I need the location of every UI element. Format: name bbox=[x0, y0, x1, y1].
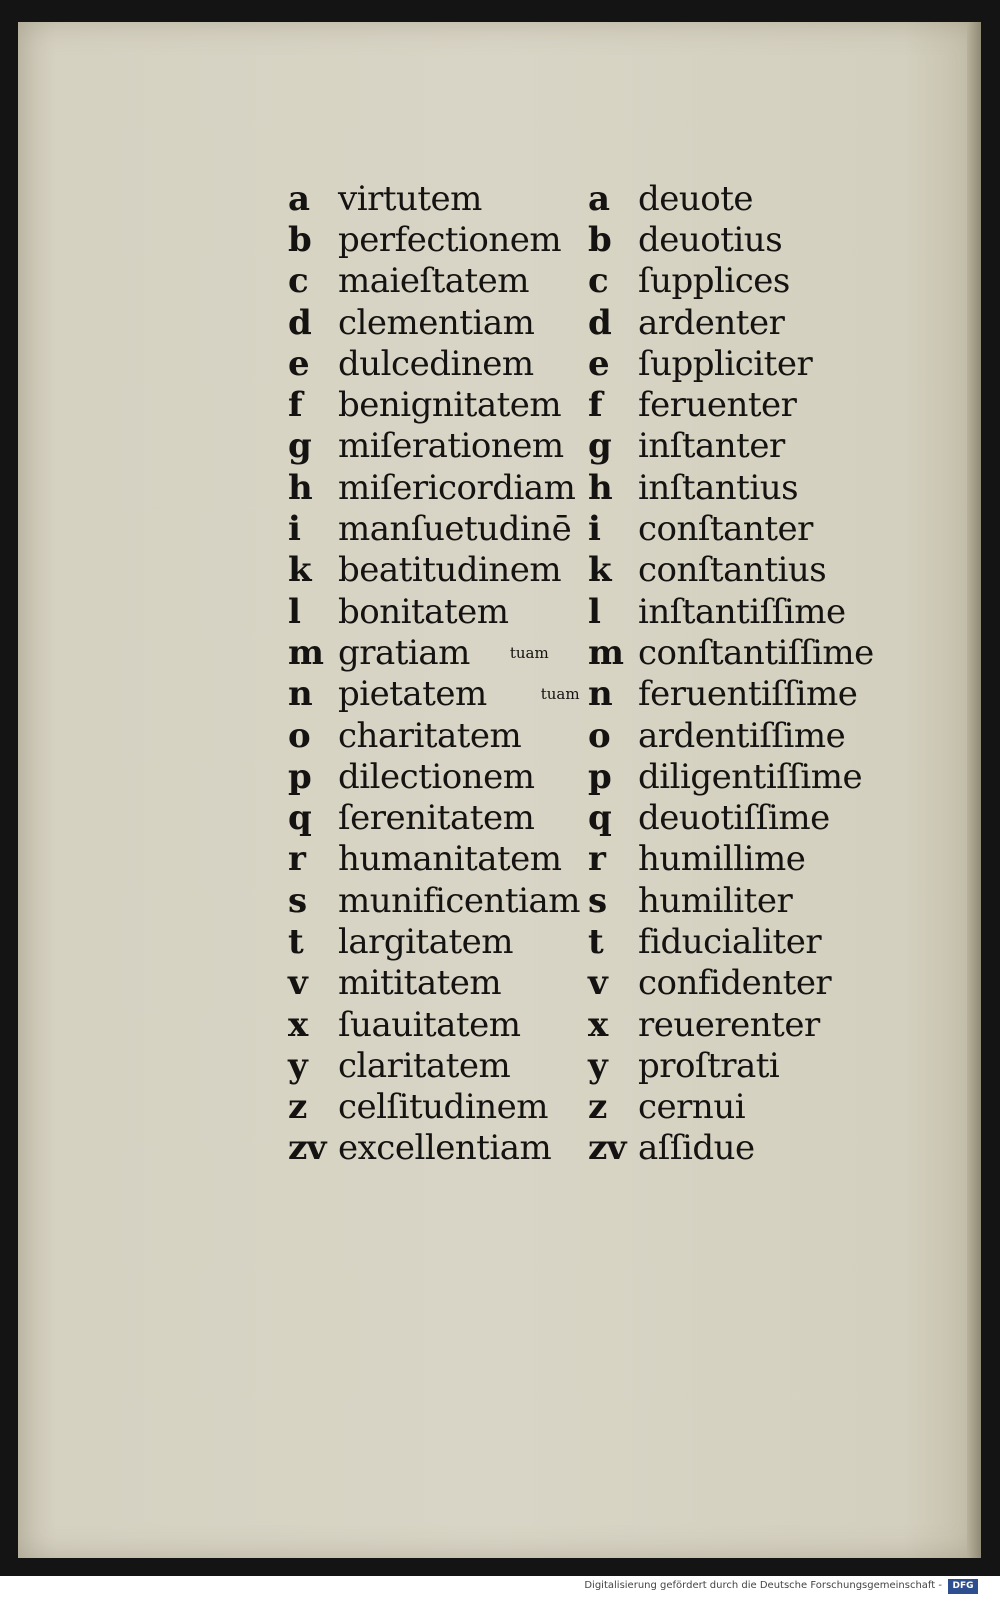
entry-word: ſuppliciter bbox=[638, 343, 813, 384]
entry-word: munificentiam bbox=[338, 880, 580, 921]
entry-word: largitatem bbox=[338, 921, 513, 962]
entry-word: gratiam bbox=[338, 632, 470, 673]
entry-letter: p bbox=[588, 756, 612, 797]
left-entry-row bbox=[288, 1128, 608, 1169]
right-entry-row bbox=[588, 674, 918, 715]
entry-word: dilectionem bbox=[338, 756, 535, 797]
entry-letter: b bbox=[588, 219, 612, 260]
left-entry-row bbox=[288, 797, 608, 838]
entry-word: pietatem bbox=[338, 674, 487, 715]
left-entry-row bbox=[288, 426, 608, 467]
entry-word: benignitatem bbox=[338, 385, 562, 426]
entry-letter: c bbox=[288, 261, 309, 302]
entry-letter: y bbox=[588, 1045, 608, 1086]
entry-word: manſuetudinē bbox=[338, 509, 572, 550]
left-entry-row bbox=[288, 632, 608, 673]
entry-word: deuotiſſime bbox=[638, 798, 830, 839]
entry-letter: e bbox=[588, 343, 610, 384]
page-fore-edge bbox=[967, 22, 981, 1558]
entry-word: celſitudinem bbox=[338, 1087, 548, 1128]
entry-letter: v bbox=[288, 963, 308, 1004]
entry-word: claritatem bbox=[338, 1045, 511, 1086]
right-entry-row bbox=[588, 508, 918, 549]
left-entry-row bbox=[288, 261, 608, 302]
right-entry-row bbox=[588, 632, 918, 673]
left-entry-row bbox=[288, 384, 608, 425]
right-entry-row bbox=[588, 591, 918, 632]
entry-letter: z bbox=[288, 1087, 307, 1128]
right-entry-row bbox=[588, 302, 918, 343]
right-entry-row bbox=[588, 963, 918, 1004]
entry-word: dulcedinem bbox=[338, 343, 534, 384]
left-entry-row bbox=[288, 343, 608, 384]
left-entry-row bbox=[288, 921, 608, 962]
left-entry-row bbox=[288, 508, 608, 549]
footer-bar bbox=[0, 1576, 1000, 1598]
entry-letter: m bbox=[588, 632, 624, 673]
left-entry-row bbox=[288, 178, 608, 219]
entry-letter: l bbox=[588, 591, 601, 632]
entry-word: conſtantiſſime bbox=[638, 632, 874, 673]
entry-word: proſtrati bbox=[638, 1045, 780, 1086]
right-word-column bbox=[588, 178, 918, 1169]
entry-word: inſtantius bbox=[638, 467, 799, 508]
entry-word: perfectionem bbox=[338, 219, 562, 260]
entry-word: fiducialiter bbox=[638, 921, 822, 962]
entry-letter: t bbox=[288, 921, 304, 962]
entry-letter: m bbox=[288, 632, 324, 673]
left-entry-row bbox=[288, 467, 608, 508]
right-entry-row bbox=[588, 1128, 918, 1169]
left-entry-row bbox=[288, 550, 608, 591]
entry-word: deuotius bbox=[638, 219, 783, 260]
entry-letter: x bbox=[588, 1004, 608, 1045]
entry-word: ſuauitatem bbox=[338, 1004, 521, 1045]
dfg-logo: DFG bbox=[948, 1579, 978, 1594]
entry-word: miſerationem bbox=[338, 426, 564, 467]
entry-note: tuam bbox=[540, 685, 580, 704]
entry-letter: x bbox=[288, 1004, 308, 1045]
right-entry-row bbox=[588, 261, 918, 302]
entry-letter: f bbox=[288, 385, 303, 426]
entry-letter: d bbox=[588, 302, 612, 343]
entry-letter: b bbox=[288, 219, 312, 260]
entry-letter: h bbox=[288, 467, 313, 508]
entry-letter: k bbox=[288, 550, 312, 591]
entry-word: feruentiſſime bbox=[638, 674, 858, 715]
left-entry-row bbox=[288, 591, 608, 632]
entry-word: ſerenitatem bbox=[338, 798, 535, 839]
entry-letter: a bbox=[588, 178, 610, 219]
entry-word: virtutem bbox=[338, 178, 482, 219]
right-entry-row bbox=[588, 880, 918, 921]
entry-letter: r bbox=[588, 839, 606, 880]
entry-word: aſſidue bbox=[638, 1128, 755, 1169]
left-entry-row bbox=[288, 839, 608, 880]
entry-letter: q bbox=[288, 798, 312, 839]
right-entry-row bbox=[588, 343, 918, 384]
entry-letter: t bbox=[588, 921, 604, 962]
right-entry-row bbox=[588, 921, 918, 962]
entry-letter: i bbox=[288, 509, 301, 550]
right-entry-row bbox=[588, 1004, 918, 1045]
left-word-column bbox=[288, 178, 608, 1169]
entry-word: deuote bbox=[638, 178, 754, 219]
left-entry-row bbox=[288, 1004, 608, 1045]
entry-letter: i bbox=[588, 509, 601, 550]
entry-letter: z bbox=[588, 1087, 607, 1128]
entry-letter: l bbox=[288, 591, 301, 632]
entry-word: inſtanter bbox=[638, 426, 785, 467]
right-entry-row bbox=[588, 715, 918, 756]
entry-letter: g bbox=[588, 426, 612, 467]
right-entry-row bbox=[588, 797, 918, 838]
entry-word: reuerenter bbox=[638, 1004, 820, 1045]
entry-letter: v bbox=[588, 963, 608, 1004]
entry-word: ſupplices bbox=[638, 261, 790, 302]
left-entry-row bbox=[288, 880, 608, 921]
left-entry-row bbox=[288, 219, 608, 260]
entry-letter: f bbox=[588, 385, 603, 426]
entry-word: cernui bbox=[638, 1087, 746, 1128]
entry-letter: n bbox=[288, 674, 313, 715]
left-entry-row bbox=[288, 1045, 608, 1086]
entry-word: humillime bbox=[638, 839, 806, 880]
entry-word: mititatem bbox=[338, 963, 502, 1004]
entry-letter: zv bbox=[288, 1128, 327, 1169]
entry-word: confidenter bbox=[638, 963, 832, 1004]
entry-word: clementiam bbox=[338, 302, 535, 343]
entry-word: ardenter bbox=[638, 302, 785, 343]
right-entry-row bbox=[588, 467, 918, 508]
entry-letter: e bbox=[288, 343, 310, 384]
entry-word: ardentiſſime bbox=[638, 715, 846, 756]
entry-letter: p bbox=[288, 756, 312, 797]
entry-letter: d bbox=[288, 302, 312, 343]
entry-letter: n bbox=[588, 674, 613, 715]
entry-letter: c bbox=[588, 261, 609, 302]
left-entry-row bbox=[288, 715, 608, 756]
footer-credit: Digitalisierung gefördert durch die Deutsche Forschungsgemeinschaft - bbox=[584, 1580, 942, 1591]
entry-word: humanitatem bbox=[338, 839, 562, 880]
right-entry-row bbox=[588, 550, 918, 591]
entry-letter: zv bbox=[588, 1128, 627, 1169]
entry-letter: y bbox=[288, 1045, 308, 1086]
entry-letter: a bbox=[288, 178, 310, 219]
right-entry-row bbox=[588, 178, 918, 219]
entry-letter: r bbox=[288, 839, 306, 880]
entry-word: humiliter bbox=[638, 880, 793, 921]
right-entry-row bbox=[588, 1087, 918, 1128]
left-entry-row bbox=[288, 756, 608, 797]
entry-word: inſtantiſſime bbox=[638, 591, 846, 632]
left-entry-row bbox=[288, 302, 608, 343]
entry-letter: h bbox=[588, 467, 613, 508]
entry-word: conſtanter bbox=[638, 509, 813, 550]
right-entry-row bbox=[588, 839, 918, 880]
right-entry-row bbox=[588, 384, 918, 425]
entry-note: tuam bbox=[509, 643, 549, 662]
left-entry-row bbox=[288, 963, 608, 1004]
entry-word: excellentiam bbox=[338, 1128, 552, 1169]
right-entry-row bbox=[588, 756, 918, 797]
entry-letter: s bbox=[288, 880, 307, 921]
entry-word: maieſtatem bbox=[338, 261, 530, 302]
entry-letter: o bbox=[288, 715, 311, 756]
entry-word: bonitatem bbox=[338, 591, 509, 632]
entry-letter: k bbox=[588, 550, 612, 591]
entry-letter: g bbox=[288, 426, 312, 467]
entry-letter: q bbox=[588, 798, 612, 839]
right-entry-row bbox=[588, 426, 918, 467]
left-entry-row bbox=[288, 1087, 608, 1128]
entry-letter: s bbox=[588, 880, 607, 921]
entry-word: feruenter bbox=[638, 385, 797, 426]
entry-word: miſericordiam bbox=[338, 467, 576, 508]
entry-word: conſtantius bbox=[638, 550, 827, 591]
entry-word: beatitudinem bbox=[338, 550, 562, 591]
left-entry-row bbox=[288, 674, 608, 715]
right-entry-row bbox=[588, 1045, 918, 1086]
entry-letter: o bbox=[588, 715, 611, 756]
entry-word: charitatem bbox=[338, 715, 522, 756]
entry-word: diligentiſſime bbox=[638, 756, 863, 797]
right-entry-row bbox=[588, 219, 918, 260]
